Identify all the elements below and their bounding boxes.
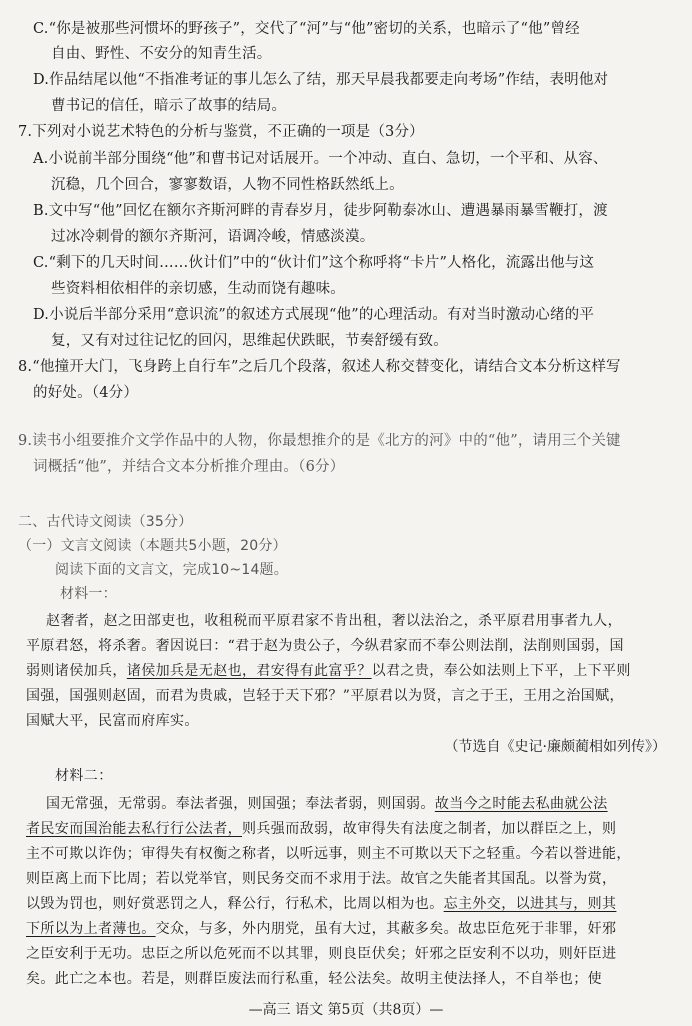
underlined-sentence-1: 诸侯加兵是无赵也，君安得有此富乎？ — [126, 663, 372, 679]
q9-line1: 9.读书小组要推介文学作品中的人物，你最想推介的是《北方的河》中的“他”，请用三个关键 — [18, 433, 621, 449]
q6-option-c-line2: 自由、野性、不安分的知青生活。 — [51, 46, 272, 62]
material1-label: 材料一： — [60, 586, 117, 602]
material2-line4: 则臣离上而下比周；若以党举官，则民务交而不求用于法。故官之失能者其国乱。以誉为赏， — [26, 871, 617, 887]
section2-instruction: 阅读下面的文言文，完成10~14题。 — [55, 562, 288, 578]
q7-option-c-line2: 些资料相依相伴的亲切感，生动而饶有趣味。 — [51, 281, 345, 297]
section2-subtitle: （一）文言文阅读（本题共5小题，20分） — [18, 538, 287, 554]
q6-option-c-line1: C.“你是被那些河惯坏的野孩子”，交代了“河”与“他”密切的关系，也暗示了“他”曾经 — [33, 21, 580, 37]
material2-line7: 之臣安利于无功。忠臣之所以危死而不以其罪，则良臣伏矣；奸邪之臣安利不以功，则奸臣进 — [26, 946, 617, 962]
material2-line1: 国无常强，无常弱。奉法者强，则国强；奉法者弱，则国弱。故当今之时能去私曲就公法 — [46, 796, 608, 812]
q7-option-a-line2: 沉稳，几个回合，寥寥数语，人物不同性格跃然纸上。 — [51, 177, 404, 193]
section2-title: 二、古代诗文阅读（35分） — [18, 514, 193, 530]
q8-line1: 8.“他撞开大门，飞身跨上自行车”之后几个段落，叙述人称交替变化，请结合文本分析这样写 — [18, 359, 621, 375]
q7-option-a-line1: A.小说前半部分围绕“他”和曹书记对话展开。一个冲动、直白、急切，一个平和、从容、 — [33, 151, 608, 167]
material2-line6: 下所以为上者薄也。交众，与多，外内朋党，虽有大过，其蔽多矣。故忠臣危死于非罪，奸邪 — [26, 921, 617, 937]
underlined-sentence-2b: 者民安而国治能去私行行公法者， — [26, 821, 242, 837]
q8-line2: 的好处。（4分） — [33, 385, 139, 401]
material1-line1: 赵奢者，赵之田部吏也，收租税而平原君家不肯出租，奢以法治之，杀平原君用事者九人， — [46, 613, 622, 629]
page-footer: —高三 语文 第5页（共8页）— — [248, 1002, 444, 1018]
q6-option-d-line2: 曹书记的信任，暗示了故事的结局。 — [51, 98, 287, 114]
q7-stem: 7.下列对小说艺术特色的分析与鉴赏，不正确的一项是（3分） — [18, 124, 424, 140]
q7-option-d-line2: 复，又有对过往记忆的回闪，思维起伏跌眠，节奏舒缓有致。 — [51, 333, 448, 349]
material1-source: （节选自《史记·廉颇蔺相如列传》） — [444, 739, 666, 755]
material1-line4: 国强，国强则赵固，而君为贵戚，岂轻于天下邪？”平原君以为贤，言之于王，王用之治国赋， — [26, 688, 624, 704]
material1-line2: 平原君怒，将杀奢。奢因说曰：“君于赵为贵公子，今纵君家而不奉公则法削，法削则国弱，国 — [26, 638, 624, 654]
material1-line3: 弱则诸侯加兵，诸侯加兵是无赵也，君安得有此富乎？以君之贵，奉公如法则上下平，上下平则 — [26, 663, 631, 679]
q7-option-b-line1: B.文中写“他”回忆在额尔齐斯河畔的青春岁月，徒步阿勒泰冰山、遭遇暴雨暴雪鞭打，渡 — [33, 203, 608, 219]
q7-option-b-line2: 过冰冷刺骨的额尔齐斯河，语调冷峻，情感淡漠。 — [51, 229, 375, 245]
material2-line5: 以毁为罚也，则好赏恶罚之人，释公行，行私术，比周以相为也。忘主外交，以进其与，则其 — [26, 896, 617, 912]
material2-line2: 者民安而国治能去私行行公法者，则兵强而敌弱，故审得失有法度之制者，加以群臣之上，则 — [26, 821, 617, 837]
underlined-sentence-3a: 忘主外交，以进其与，则其 — [443, 896, 617, 912]
q9-line2: 词概括“他”，并结合文本分析推介理由。（6分） — [33, 459, 345, 475]
q7-option-d-line1: D.小说后半部分采用“意识流”的叙述方式展现“他”的心理活动。有对当时激动心绪的平 — [33, 307, 595, 323]
material2-line3: 主不可欺以诈伪；审得失有权衡之称者，以听远事，则主不可欺以天下之轻重。今若以誉进能， — [26, 846, 631, 862]
underlined-sentence-3b: 下所以为上者薄也。 — [26, 921, 156, 937]
q6-option-d-line1: D.作品结尾以他“不指准考证的事儿怎么了结，那天早晨我都要走向考场”作结，表明他对 — [33, 72, 609, 88]
material1-line5: 国赋大平，民富而府库实。 — [26, 713, 199, 729]
material2-line8: 矣。此亡之本也。若是，则群臣废法而行私重，轻公法矣。故明主使法择人，不自举也；使 — [26, 971, 602, 987]
q7-option-c-line1: C.“剩下的几天时间……伙计们”中的“伙计们”这个称呼将“卡片”人格化，流露出他与这 — [33, 255, 595, 271]
material2-label: 材料二： — [55, 768, 113, 784]
underlined-sentence-2a: 故当今之时能去私曲就公法 — [434, 796, 608, 812]
